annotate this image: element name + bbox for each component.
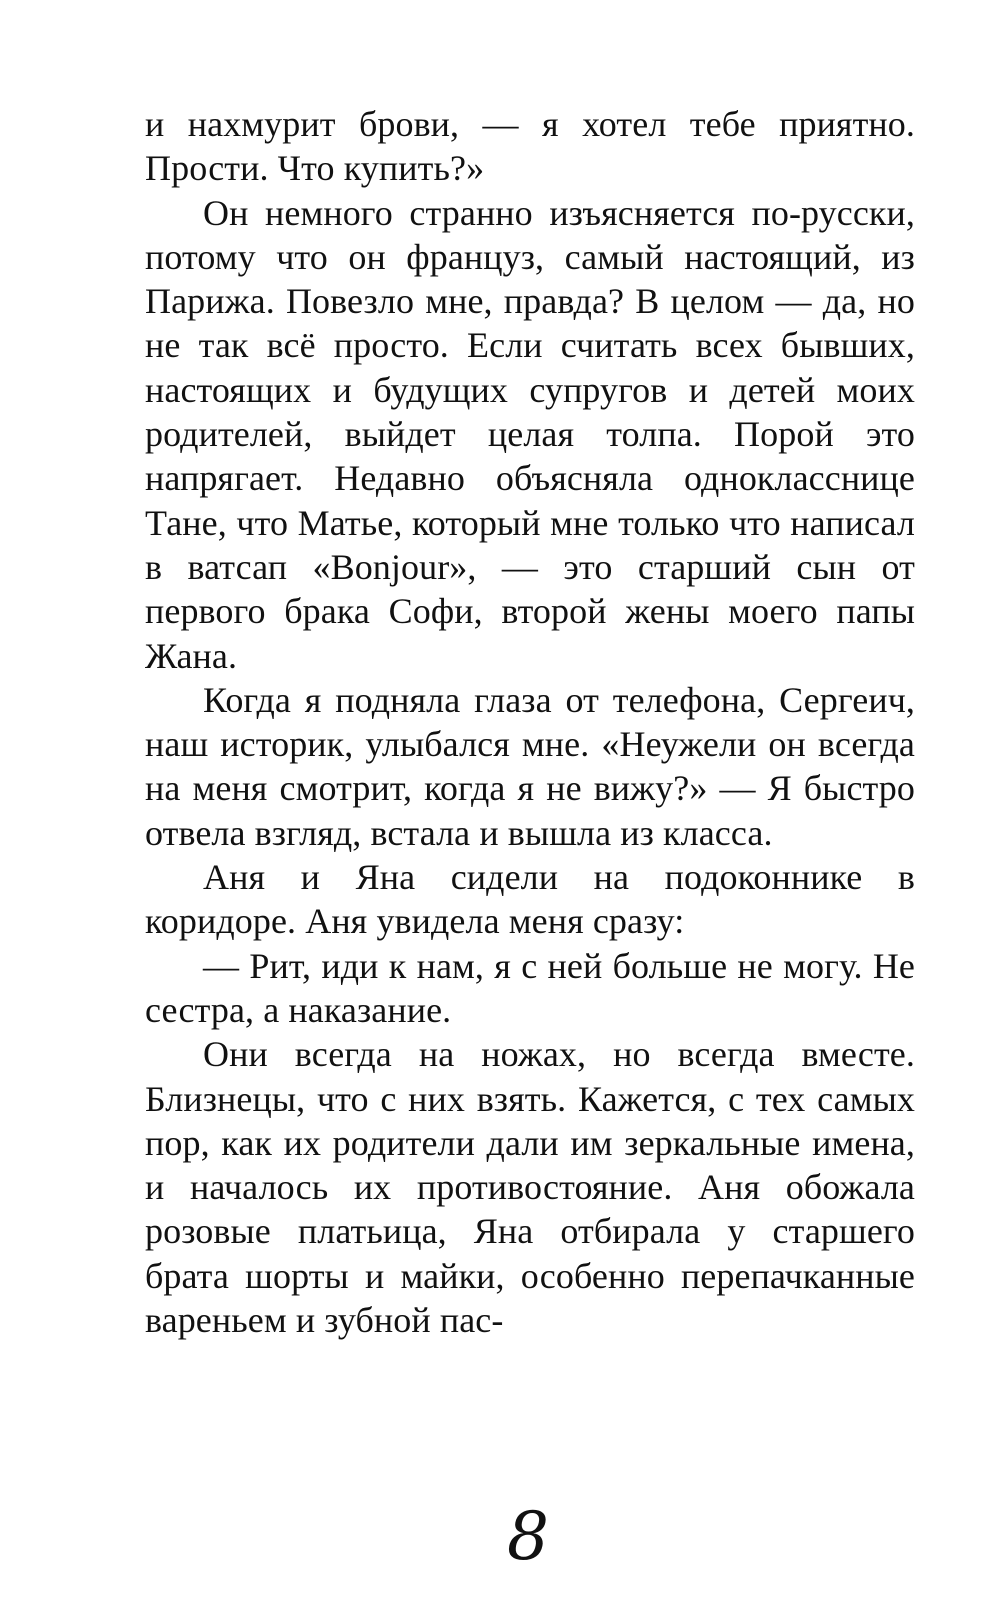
page-number: 8 (507, 1498, 549, 1575)
paragraph: Он немного странно изъясняется по-русски, потому что он француз, самый настоящий, из Парижа. Повезло мне, правда? В целом — да, но не так всё просто. Если считать всех бывших, настоящих и будущих супругов и детей моих родителей, выйдет целая толпа. Порой это напрягает. Недавно объясняла однокласснице Тане, что Матье, который мне только что написал в ватсап «Bonjour», — это старший сын от первого брака Софи, второй жены моего папы Жана. (145, 192, 915, 676)
paragraph: и нахмурит брови, — я хотел тебе приятно. Прости. Что купить?» (145, 104, 915, 189)
paragraph: — Рит, иди к нам, я с ней больше не могу. Не сестра, а наказание. (145, 945, 915, 1030)
paragraph: Аня и Яна сидели на подоконнике в коридоре. Аня увидела меня сразу: (145, 857, 915, 942)
paragraph: Когда я подняла глаза от телефона, Сергеич, наш историк, улыбался мне. «Неужели он всегда на меня смотрит, когда я не вижу?» — Я быстро отвела взгляд, встала и вышла из класса. (145, 679, 915, 853)
paragraph: Они всегда на ножах, но всегда вместе. Близнецы, что с них взять. Кажется, с тех самых пор, как их родители дали им зеркальные имена, и началось их противостояние. Аня обожала розовые платьица, Яна отбирала у старшего брата шорты и майки, особенно перепачканные вареньем и зубной пас- (145, 1034, 915, 1341)
body-text (145, 102, 915, 1342)
